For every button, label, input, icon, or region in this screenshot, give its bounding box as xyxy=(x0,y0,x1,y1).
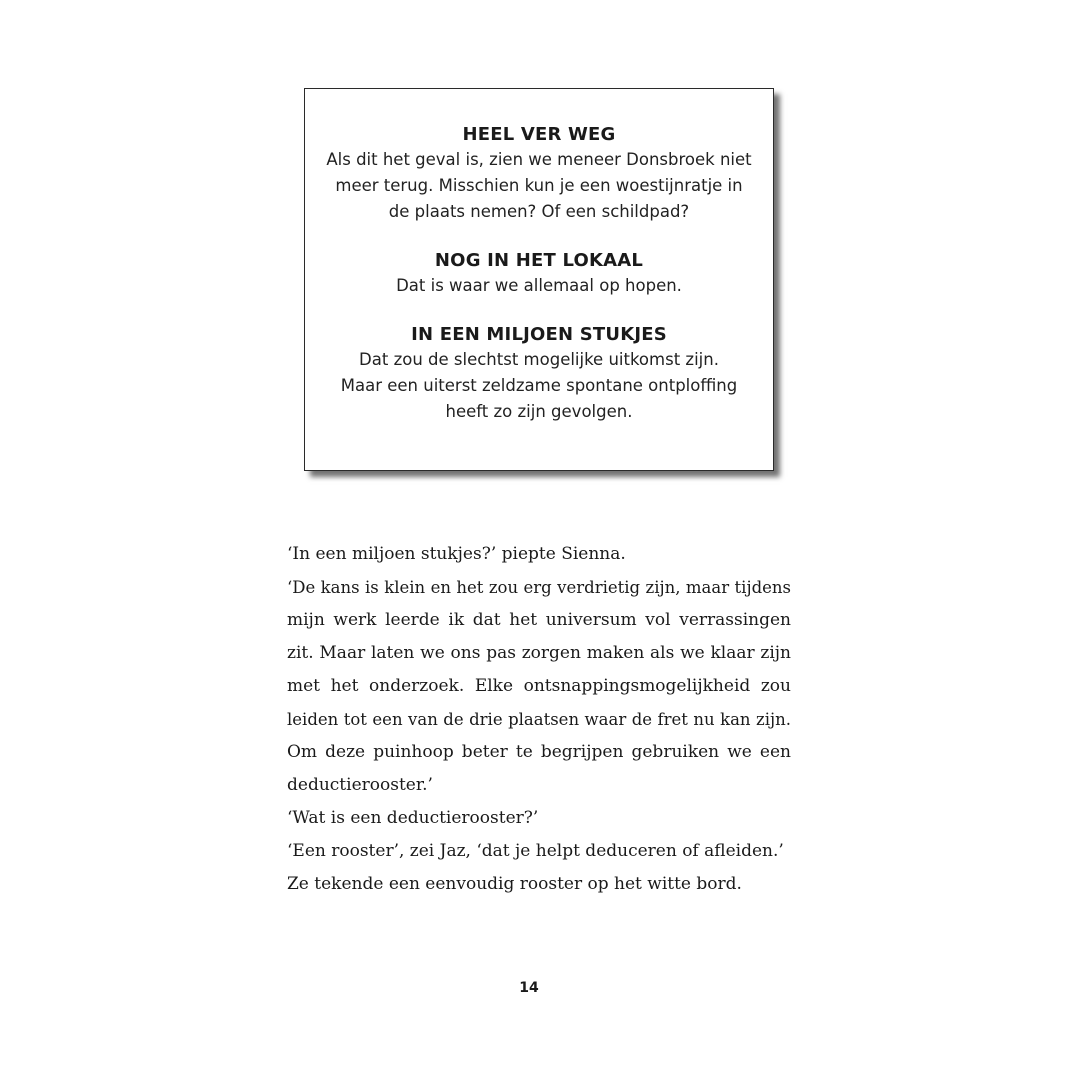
option-text-line: Maar een uiterst zeldzame spontane ontploffing xyxy=(340,376,738,395)
option-heading: HEEL VER WEG xyxy=(462,124,616,145)
option-text-line: de plaats nemen? Of een schildpad? xyxy=(388,202,690,221)
option-in-classroom xyxy=(319,249,759,299)
story-line: ‘De kans is klein en het zou erg verdrietig zijn, maar tijdens xyxy=(287,578,791,597)
story-line: met het onderzoek. Elke ontsnappingsmogelijkheid zou xyxy=(287,676,791,696)
option-far-away xyxy=(319,123,759,225)
option-heading: NOG IN HET LOKAAL xyxy=(434,250,644,271)
option-million-pieces xyxy=(319,323,759,425)
story-line: mijn werk leerde ik dat het universum vol verrassingen xyxy=(287,610,791,630)
story-line: Om deze puinhoop beter te begrijpen gebruiken we een xyxy=(287,742,791,762)
option-text-line: meer terug. Misschien kun je een woestijnratje in xyxy=(335,176,743,195)
callout-box xyxy=(304,88,774,471)
story-line: ‘Een rooster’, zei Jaz, ‘dat je helpt deduceren of afleiden.’ xyxy=(287,841,784,861)
option-text-line: heeft zo zijn gevolgen. xyxy=(445,402,633,421)
story-line: deductierooster.’ xyxy=(287,775,433,795)
story-line: zit. Maar laten we ons pas zorgen maken als we klaar zijn xyxy=(287,643,791,663)
story-line: ‘In een miljoen stukjes?’ piepte Sienna. xyxy=(287,544,626,564)
story-text xyxy=(287,538,791,901)
story-line: leiden tot een van de drie plaatsen waar de fret nu kan zijn. xyxy=(287,710,791,729)
option-text-line: Dat zou de slechtst mogelijke uitkomst zijn. xyxy=(359,350,719,369)
option-text-line: Als dit het geval is, zien we meneer Donsbroek niet xyxy=(326,150,752,169)
page-number: 14 xyxy=(519,980,539,996)
option-heading: IN EEN MILJOEN STUKJES xyxy=(411,324,667,345)
story-line: ‘Wat is een deductierooster?’ xyxy=(287,808,539,828)
story-line: Ze tekende een eenvoudig rooster op het witte bord. xyxy=(287,874,742,894)
option-text-line: Dat is waar we allemaal op hopen. xyxy=(396,276,682,295)
